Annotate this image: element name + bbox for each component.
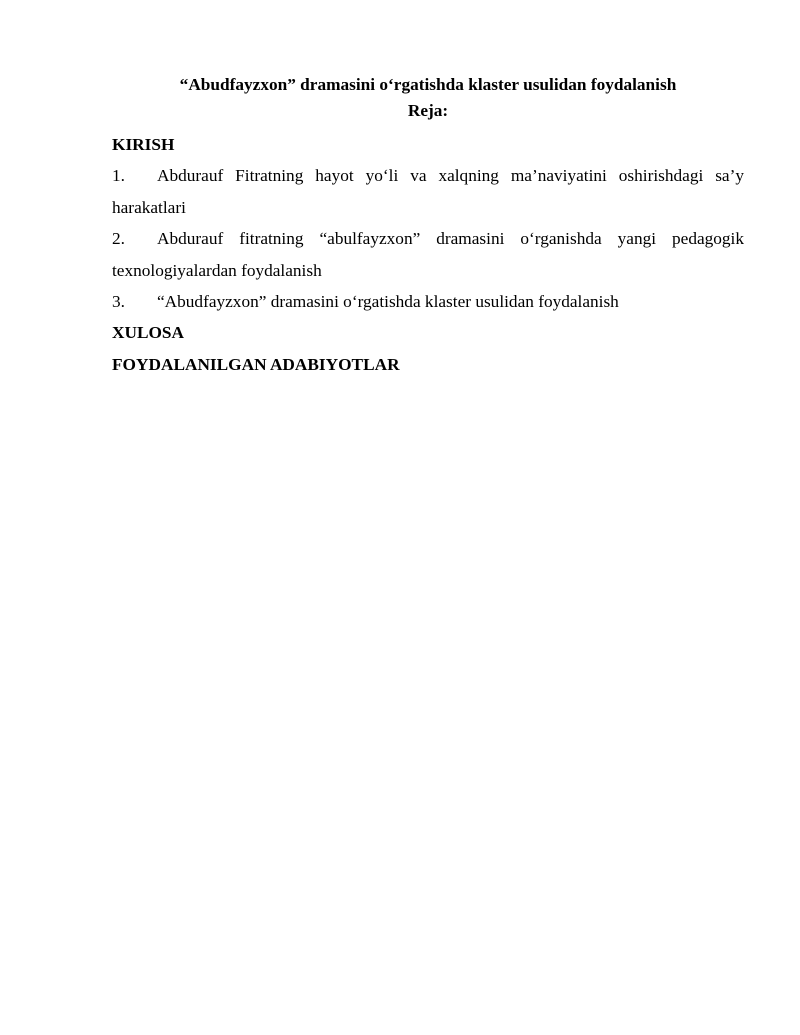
document-page: [112, 72, 744, 380]
list-item-number: 2.: [112, 229, 125, 249]
intro-heading: KIRISH: [112, 135, 175, 154]
conclusion-heading: XULOSA: [112, 323, 185, 343]
references-heading: FOYDALANILGAN ADABIYOTLAR: [112, 354, 400, 374]
plan-subtitle: Reja:: [407, 101, 449, 120]
list-item-text: Abdurauf Fitratning hayot yo‘li va xalqning ma’naviyatini oshirishdagi sa’y harakatlari: [112, 166, 744, 217]
list-item-number: 3.: [112, 292, 125, 312]
plan-list: [112, 160, 744, 317]
list-item-text: “Abudfayzxon” dramasini o‘rgatishda klaster usulidan foydalanish: [157, 292, 619, 312]
document-title: “Abudfayzxon” dramasini o‘rgatishda klaster usulidan foydalanish: [179, 75, 677, 94]
list-item: [112, 223, 744, 286]
list-item-text: Abdurauf fitratning “abulfayzxon” dramasini o‘rganishda yangi pedagogik texnologiyalardan foydalanish: [112, 229, 744, 280]
list-item-number: 1.: [112, 166, 125, 186]
list-item: [112, 160, 744, 223]
list-item: [112, 286, 744, 317]
